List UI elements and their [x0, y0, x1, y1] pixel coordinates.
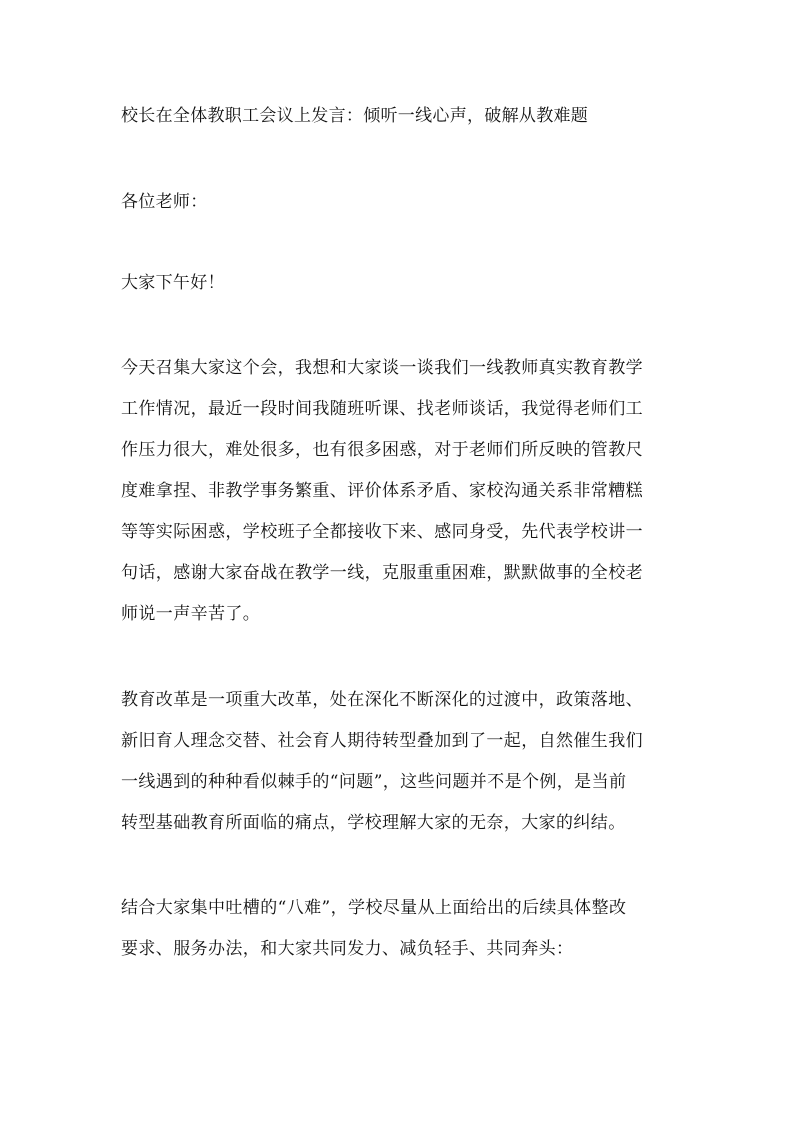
greeting: 大家下午好！: [121, 273, 225, 293]
salutation: 各位老师：: [121, 192, 208, 212]
paragraph-line: 转型基础教育所面临的痛点，学校理解大家的无奈，大家的纠结。: [121, 813, 626, 833]
document-title: 校长在全体教职工会议上发言：倾听一线心声，破解从教难题: [121, 106, 589, 126]
paragraph-line: 新旧育人理念交替、社会育人期待转型叠加到了一起，自然催生我们: [121, 731, 643, 751]
paragraph-line: 要求、服务办法，和大家共同发力、减负轻手、共同奔头：: [121, 939, 574, 959]
paragraph-line: 教育改革是一项重大改革，处在深化不断深化的过渡中，政策落地、: [121, 690, 643, 710]
paragraph-line: 今天召集大家这个会，我想和大家谈一谈我们一线教师真实教育教学: [121, 358, 643, 378]
paragraph-line: 等等实际困惑，学校班子全都接收下来、感同身受，先代表学校讲一: [121, 522, 643, 542]
paragraph-line: 度难拿捏、非教学事务繁重、评价体系矛盾、家校沟通关系非常糟糕: [121, 481, 643, 501]
paragraph-line: 工作情况，最近一段时间我随班听课、找老师谈话，我觉得老师们工: [121, 399, 643, 419]
paragraph-line: 一线遇到的种种看似棘手的“问题”，这些问题并不是个例，是当前: [121, 772, 627, 792]
paragraph-line: 师说一声辛苦了。: [121, 604, 261, 624]
paragraph-line: 结合大家集中吐槽的“八难”，学校尽量从上面给出的后续具体整改: [121, 898, 627, 918]
paragraph-line: 作压力很大，难处很多，也有很多困惑，对于老师们所反映的管教尺: [121, 440, 643, 460]
paragraph-line: 句话，感谢大家奋战在教学一线，克服重重困难，默默做事的全校老: [121, 563, 643, 583]
